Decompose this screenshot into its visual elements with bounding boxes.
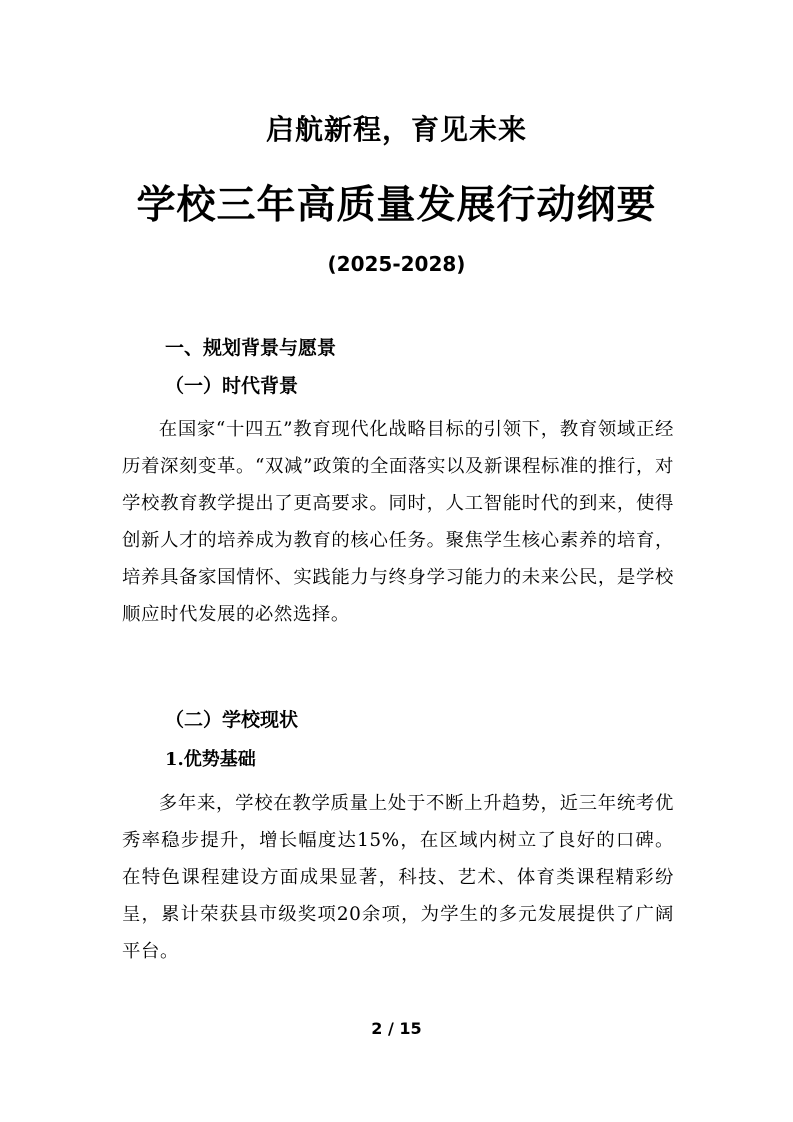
- item-heading-strengths: 1.优势基础: [165, 749, 256, 770]
- section-heading: 一、规划背景与愿景: [165, 337, 337, 359]
- document-subtitle: 启航新程，育见未来: [265, 113, 527, 146]
- page-number: 2 / 15: [371, 1019, 422, 1038]
- paragraph-strengths: 多年来，学校在教学质量上处于不断上升趋势，近三年统考优秀率稳步提升，增长幅度达15%，在区域内树立了良好的口碑。在特色课程建设方面成果显著，科技、艺术、体育类课程精彩纷呈，累计荣获县市级奖项20余项，为学生的多元发展提供了广阔平台。: [122, 793, 674, 962]
- document-years: (2025-2028): [327, 252, 466, 276]
- document-title: 学校三年高质量发展行动纲要: [136, 183, 657, 228]
- subsection-heading-status: （二）学校现状: [165, 709, 299, 731]
- subsection-heading-background: （一）时代背景: [165, 375, 299, 397]
- paragraph-background: 在国家“十四五”教育现代化战略目标的引领下，教育领域正经历着深刻变革。“双减”政策的全面落实以及新课程标准的推行，对学校教育教学提出了更高要求。同时，人工智能时代的到来，使得创新人才的培养成为教育的核心任务。聚焦学生核心素养的培育，培养具备家国情怀、实践能力与终身学习能力的未来公民，是学校顺应时代发展的必然选择。: [122, 419, 674, 625]
